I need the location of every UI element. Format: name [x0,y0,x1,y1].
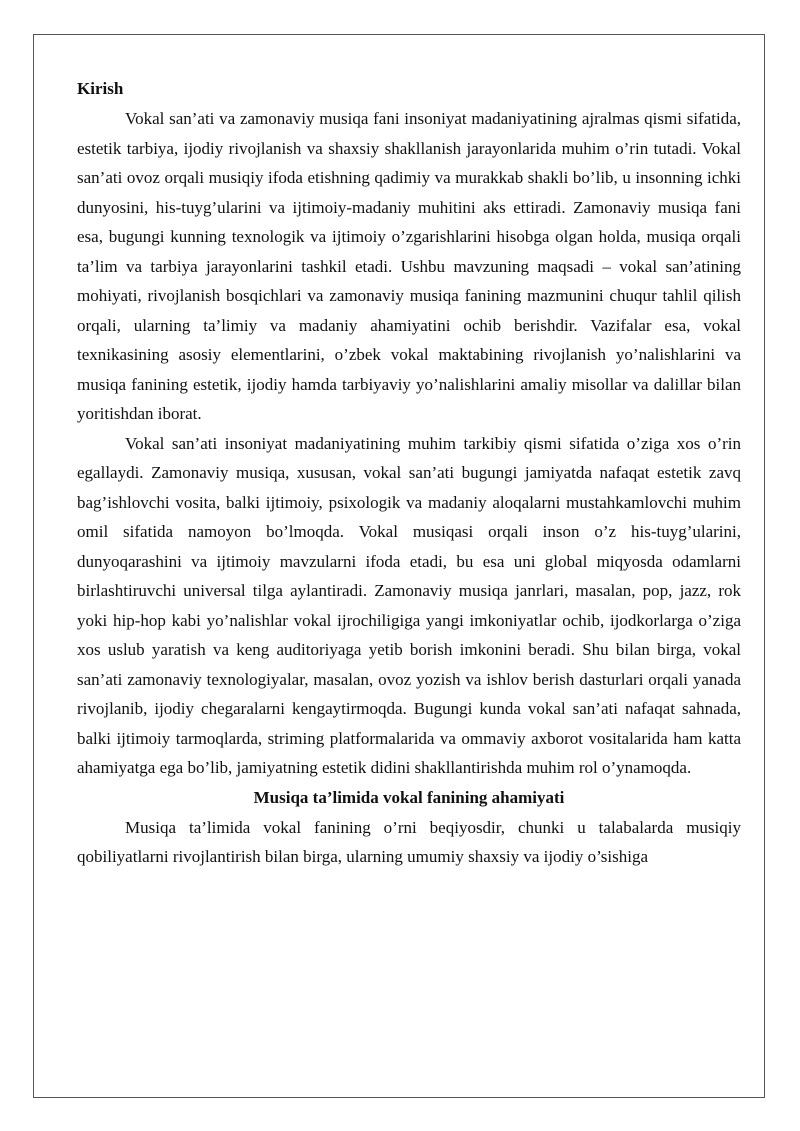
section-title: Musiqa ta’limida vokal fanining ahamiyati [253,787,565,807]
paragraph-vocal-art: Vokal san’ati insoniyat madaniyatining muhim tarkibiy qismi sifatida o’ziga xos o’rin egallaydi. Zamonaviy musiqa, xususan, vokal san’ati bugungi jamiyatda nafaqat estetik zavq bag’ishlovchi vosita, balki ijtimoiy, psixologik va madaniy aloqalarni mustahkamlovchi muhim omil sifatida namoyon bo’lmoqda. Vokal musiqasi orqali inson o’z his-tuyg’ularini, dunyoqarashini va ijtimoiy mavzularni ifoda etadi, bu esa uni global miqyosda odamlarni birlashtiruvchi universal tilga aylantiradi. Zamonaviy musiqa janrlari, masalan, pop, jazz, rok yoki hip-hop kabi yo’nalishlar vokal ijrochiligiga yangi imkoniyatlar ochib, ijodkorlarga o’ziga xos uslub yaratish va keng auditoriyaga yetib borish imkonini beradi. Shu bilan birga, vokal san’ati zamonaviy texnologiyalar, masalan, ovoz yozish va ishlov berish dasturlari orqali yanada rivojlanib, ijodiy chegaralarni kengaytirmoqda. Bugungi kunda vokal san’ati nafaqat sahnada, balki ijtimoiy tarmoqlarda, striming platformalarida va ommaviy axborot vositalarida ham katta ahamiyatga ega bo’lib, jamiyatning estetik didini shakllantirishda muhim rol o’ynamoqda. [77,433,741,777]
document-body [77,74,741,872]
section-heading-kirish: Kirish [77,79,124,98]
paragraph-intro: Vokal san’ati va zamonaviy musiqa fani insoniyat madaniyatining ajralmas qismi sifatida, estetik tarbiya, ijodiy rivojlanish va shaxsiy shakllanish jarayonlarida muhim o’rin tutadi. Vokal san’ati ovoz orqali musiqiy ifoda etishning qadimiy va murakkab shakli bo’lib, u insonning ichki dunyosini, his-tuyg’ularini va ijtimoiy-madaniy muhitini aks ettiradi. Zamonaviy musiqa fani esa, bugungi kunning texnologik va ijtimoiy o’zgarishlarini hisobga olgan holda, musiqa orqali ta’lim va tarbiya jarayonlarini tashkil etadi. Ushbu mavzuning maqsadi – vokal san’atining mohiyati, rivojlanish bosqichlari va zamonaviy musiqa fanining mazmunini chuqur tahlil qilish orqali, ularning ta’limiy va madaniy ahamiyatini ochib berishdir. Vazifalar esa, vokal texnikasining asosiy elementlarini, o’zbek vokal maktabining rivojlanish yo’nalishlarini va musiqa fanining estetik, ijodiy hamda tarbiyaviy yo’nalishlarini amaliy misollar va dalillar bilan yoritishdan iborat. [77,109,741,423]
paragraph-section: Musiqa ta’limida vokal fanining o’rni beqiyosdir, chunki u talabalarda musiqiy qobiliyatlarni rivojlantirish bilan birga, ularning umumiy shaxsiy va ijodiy o’sishiga [77,817,741,866]
